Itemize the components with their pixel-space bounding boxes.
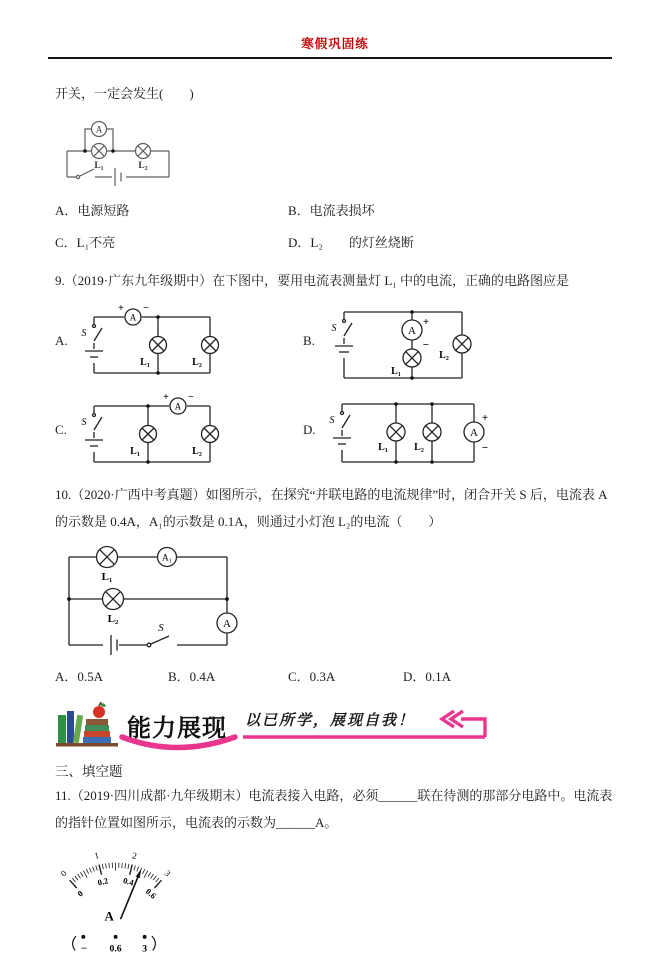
lamp1-label: L₁ (391, 366, 401, 377)
battery-icon (111, 635, 117, 655)
q8-stem: 开关，一定会发生( ) (55, 80, 615, 107)
lamp2-icon (423, 423, 441, 441)
gauge-terminals (73, 935, 156, 954)
lamp2-label: L₂ (192, 446, 202, 457)
minus-sign: − (482, 442, 488, 454)
switch-icon (341, 412, 351, 429)
q9-label-b: B. (303, 333, 321, 349)
lamp1-icon (150, 337, 167, 354)
svg-text:2: 2 (131, 850, 138, 861)
q10-stem: 10.（2020·广西中考真题）如图所示，在探究“并联电路的电流规律”时，闭合开关 S 后，电流表 A 的示数是 0.4A，A₁的示数是 0.1A，则通过小灯泡 L₂的电流（ ） (55, 481, 615, 535)
battery-icon (85, 440, 103, 446)
lamp1-label: L₁ (140, 357, 150, 368)
lamp2-icon (136, 144, 151, 159)
lamp2-icon (202, 337, 219, 354)
q8-option-a: A．电源短路 (55, 200, 288, 219)
books-icon (55, 701, 119, 749)
lamp1-label: L₁ (378, 442, 388, 453)
banner-slogan: 以已所学，展现自我！ (241, 707, 473, 743)
lamp1-icon (387, 423, 405, 441)
lamp2-label: L₂ (192, 357, 202, 368)
svg-text:0: 0 (59, 868, 69, 879)
q9-choice-a (55, 298, 303, 384)
ability-banner (55, 698, 615, 752)
battery-icon (335, 346, 353, 352)
ammeter-icon (125, 309, 141, 325)
plus-sign: + (163, 392, 169, 403)
switch-icon (76, 169, 94, 179)
switch-label: S (330, 415, 335, 426)
lamp1-icon (92, 144, 107, 159)
terminal-hook-left (73, 936, 76, 951)
circuit-q9-b (326, 298, 476, 384)
svg-text:0.6: 0.6 (144, 886, 159, 901)
q10-options-row (55, 666, 615, 685)
q9-choice-b (303, 298, 615, 384)
battery-icon (115, 168, 121, 186)
terminal-06-label: 0.6 (110, 943, 122, 954)
lamp2-label: L₂ (439, 350, 449, 361)
circuit-q9-d (326, 390, 490, 470)
svg-text:1: 1 (93, 850, 100, 861)
ammeter-gauge-figure (41, 844, 615, 962)
lamp2-label: L₂ (108, 613, 119, 625)
q8-option-b: B．电流表损坏 (288, 200, 375, 219)
q9-label-c: C. (55, 422, 73, 438)
q9-label-d: D. (303, 422, 321, 438)
svg-text:A: A (175, 402, 182, 412)
plus-sign: + (118, 303, 124, 314)
switch-icon (93, 325, 103, 342)
banner-title: 能力展现 (127, 708, 227, 743)
q9-label-a: A. (55, 333, 73, 349)
svg-text:0.4: 0.4 (122, 875, 135, 887)
gauge-ticks (70, 863, 162, 888)
lamp1-label: L₁ (130, 446, 140, 457)
svg-text:0.2: 0.2 (96, 875, 109, 887)
switch-label: S (82, 417, 87, 428)
battery-icon (85, 351, 103, 357)
svg-text:A: A (130, 313, 137, 323)
lamp1-icon (403, 349, 421, 367)
minus-sign: − (143, 303, 149, 314)
q8-option-c: C．L₁不亮 (55, 232, 288, 251)
switch-icon (93, 414, 103, 431)
svg-text:A: A (223, 618, 231, 630)
lamp1-label: L₁ (94, 161, 103, 171)
svg-text:3: 3 (163, 868, 173, 879)
plus-sign: + (482, 412, 488, 424)
q11-stem: 11.（2019·四川成都·九年级期末）电流表接入电路，必须______联在待测的那部分电路中。电流表的指针位置如图所示，电流表的示数为______A。 (55, 782, 615, 836)
q9-choice-d (303, 390, 615, 470)
minus-sign: − (188, 392, 194, 403)
terminal-3-label: 3 (142, 943, 147, 954)
q9-stem: 9.（2019·广东九年级期中）在下图中，要用电流表测量灯 L₁ 中的电流，正确的电路图应是 (55, 267, 615, 294)
q10-option-c: C．0.3A (288, 666, 403, 685)
svg-text:0: 0 (75, 888, 85, 898)
lamp1-icon (97, 547, 118, 568)
q10-option-a: A．0.5A (55, 666, 168, 685)
q8-options-row2 (55, 232, 615, 251)
plus-sign: + (423, 316, 429, 328)
lamp2-icon (453, 335, 471, 353)
ammeter1-icon (158, 548, 177, 567)
lamp2-label: L₂ (414, 442, 424, 453)
circuit-q9-c (78, 390, 226, 470)
ammeter-icon (92, 122, 107, 137)
q10-option-b: B．0.4A (168, 666, 288, 685)
wires (67, 129, 169, 177)
ammeter-icon (464, 422, 484, 442)
lamp2-icon (202, 426, 219, 443)
pink-swoosh (119, 734, 239, 754)
header-divider (48, 57, 612, 59)
pink-arrow-icon (239, 709, 489, 743)
switch-label: S (332, 323, 337, 334)
q8-options-row1 (55, 200, 615, 219)
gauge-inner-scale (75, 875, 158, 900)
lamp1-icon (140, 426, 157, 443)
lamp2-label: L₂ (138, 161, 147, 171)
terminal-hook-right (152, 936, 155, 951)
ammeter-gauge (41, 844, 191, 957)
page-header-title: 寒假巩固练 (55, 34, 615, 52)
svg-text:A: A (96, 125, 103, 135)
lamp2-icon (103, 589, 124, 610)
svg-text:A₁: A₁ (162, 554, 172, 564)
ammeter-icon (217, 613, 237, 633)
q9-choice-c (55, 390, 303, 470)
lamp1-label: L₁ (102, 571, 113, 583)
terminal-minus-label: − (81, 943, 87, 954)
svg-text:A: A (408, 325, 416, 337)
minus-sign: − (423, 339, 429, 351)
ammeter-icon (170, 398, 186, 414)
section3-heading: 三、填空题 (55, 760, 615, 780)
circuit-q9-a (78, 301, 226, 381)
q8-option-d: D．L₂ 的灯丝烧断 (288, 232, 414, 251)
circuit-q10 (55, 539, 245, 661)
ammeter-icon (402, 320, 422, 340)
q9-diagram-grid (55, 298, 615, 470)
gauge-unit-label: A (104, 909, 114, 924)
switch-label: S (82, 328, 87, 339)
switch-icon (343, 320, 353, 337)
q10-option-d: D．0.1A (403, 666, 451, 685)
battery-icon (333, 438, 351, 444)
switch-icon (147, 636, 169, 647)
switch-label: S (158, 622, 164, 634)
svg-text:A: A (470, 427, 478, 439)
circuit-q8 (57, 113, 181, 187)
